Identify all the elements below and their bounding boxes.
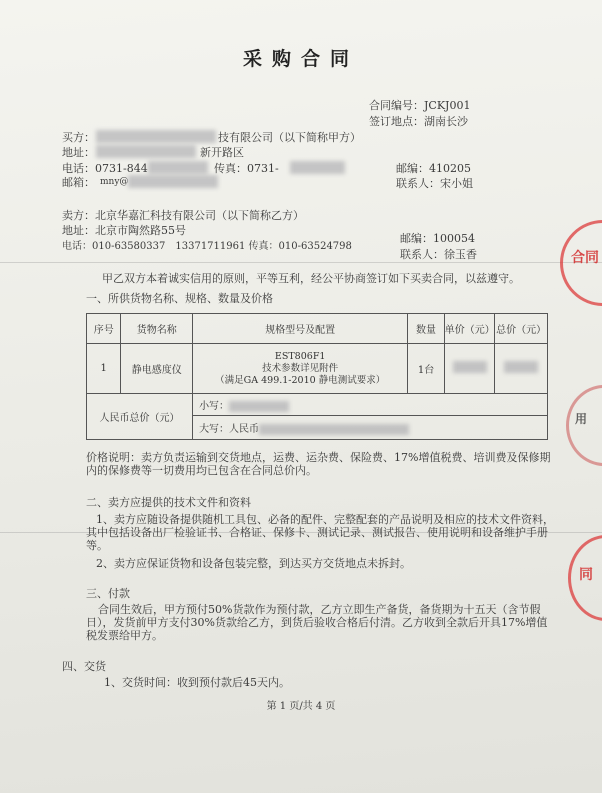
seller-tel-fax: 电话：010-63580337 13371711961 传真：010-63524798 (62, 241, 352, 252)
header-no: 序号 (87, 314, 121, 344)
price-note: 价格说明：卖方负责运输到交货地点，运费、运杂费、保险费、17%增值税费、培训费及保修期内的保修费等一切费用均已包含在合同总价内。 (86, 451, 551, 477)
redacted-buyer-email (128, 175, 218, 188)
row-spec-line-1: 技术参数详见附件 (262, 362, 339, 374)
row-model: EST806F1 (274, 350, 326, 362)
table-row (87, 344, 548, 394)
section-2-para-2: 2、卖方应保证货物和设备包装完整，到达买方交货地点未拆封。 (96, 557, 411, 570)
section-4-heading: 四、交货 (62, 660, 106, 673)
header-goods-name: 货物名称 (121, 314, 193, 344)
seal-stamp-bottom (568, 535, 602, 621)
buyer-name-label: 买方： (62, 131, 95, 144)
redacted-buyer-name (96, 130, 216, 143)
seller-postcode: 邮编：100054 (400, 232, 475, 245)
header-spec: 规格型号及配置 (193, 314, 408, 344)
seller-name: 卖方：北京华嘉汇科技有限公司（以下简称乙方） (62, 209, 304, 222)
redacted-total-price (504, 361, 538, 373)
row-total-price (495, 344, 548, 394)
buyer-email-label: 邮箱： (62, 176, 95, 189)
buyer-address-label: 地址： (62, 146, 95, 159)
goods-table (86, 313, 548, 440)
section-2-para-1: 1、卖方应随设备提供随机工具包、必备的配件、完整配套的产品说明及相应的技术文件资料，其中包括设备出厂检验证书、合格证、保修卡、测试记录、测试报告、使用说明和设备维护手册等。 (86, 513, 554, 552)
seal-stamp-top (560, 220, 602, 306)
row-spec (193, 344, 408, 394)
buyer-name-tail: 技有限公司（以下简称甲方） (218, 131, 361, 144)
total-label: 人民币总价（元） (87, 394, 193, 440)
total-upper (193, 416, 548, 440)
sign-place: 签订地点：湖南长沙 (369, 115, 468, 128)
row-goods-name: 静电感度仪 (121, 344, 193, 394)
buyer-email-partial: mny@ (100, 177, 129, 187)
section-2-heading: 二、卖方应提供的技术文件和资料 (86, 496, 251, 509)
seal-text-middle: 用 (575, 412, 588, 426)
redacted-lower-amount (229, 401, 289, 412)
seller-address: 地址：北京市陶然路55号 (62, 224, 186, 237)
seal-text-top: 合同 (571, 250, 599, 266)
redacted-unit-price (453, 361, 487, 373)
buyer-tel: 电话：0731-844 (62, 162, 148, 175)
buyer-address-tail: 新开路区 (200, 146, 244, 159)
intro-paragraph: 甲乙双方本着诚实信用的原则，平等互利，经公平协商签订如下买卖合同，以兹遵守。 (102, 272, 520, 285)
table-header-row (87, 314, 548, 344)
buyer-fax: 传真：0731- (214, 162, 279, 175)
section-3-para: 合同生效后，甲方预付50%货款作为预付款，乙方立即生产备货，备货期为十五天（含节假日），发货前甲方支付30%货款给乙方，到货后验收合格后付清。乙方收到全款后开具17%增值税发票给甲方。 (86, 603, 548, 642)
contract-number: 合同编号：JCKJ001 (369, 99, 471, 112)
section-3-heading: 三、付款 (86, 587, 130, 600)
buyer-contact: 联系人：宋小姐 (396, 177, 473, 190)
document-title: 采购合同 (242, 48, 359, 70)
seal-text-bottom: 同 (579, 567, 593, 583)
redacted-buyer-tel (148, 161, 208, 174)
total-lower (193, 394, 548, 416)
row-unit-price (444, 344, 495, 394)
header-unit-price: 单价（元） (444, 314, 495, 344)
redacted-buyer-address (96, 145, 196, 158)
redacted-upper-amount (259, 424, 409, 435)
row-qty: 1台 (408, 344, 444, 394)
lower-label: 小写： (199, 401, 230, 412)
seal-stamp-middle (566, 385, 602, 466)
page-footer: 第 1 页/共 4 页 (266, 701, 336, 712)
header-qty: 数量 (408, 314, 444, 344)
row-spec-line-2: （满足GA 499.1-2010 静电测试要求） (215, 374, 386, 386)
seller-contact: 联系人：徐玉香 (400, 248, 477, 261)
total-lower-row (87, 394, 548, 416)
upper-label: 大写：人民币 (199, 424, 260, 435)
section-4-para: 1、交货时间：收到预付款后45天内。 (104, 676, 290, 689)
redacted-buyer-fax (290, 161, 345, 174)
row-no: 1 (87, 344, 121, 394)
section-1-heading: 一、所供货物名称、规格、数量及价格 (86, 292, 273, 305)
buyer-postcode: 邮编：410205 (396, 162, 471, 175)
header-total-price: 总价（元） (495, 314, 548, 344)
